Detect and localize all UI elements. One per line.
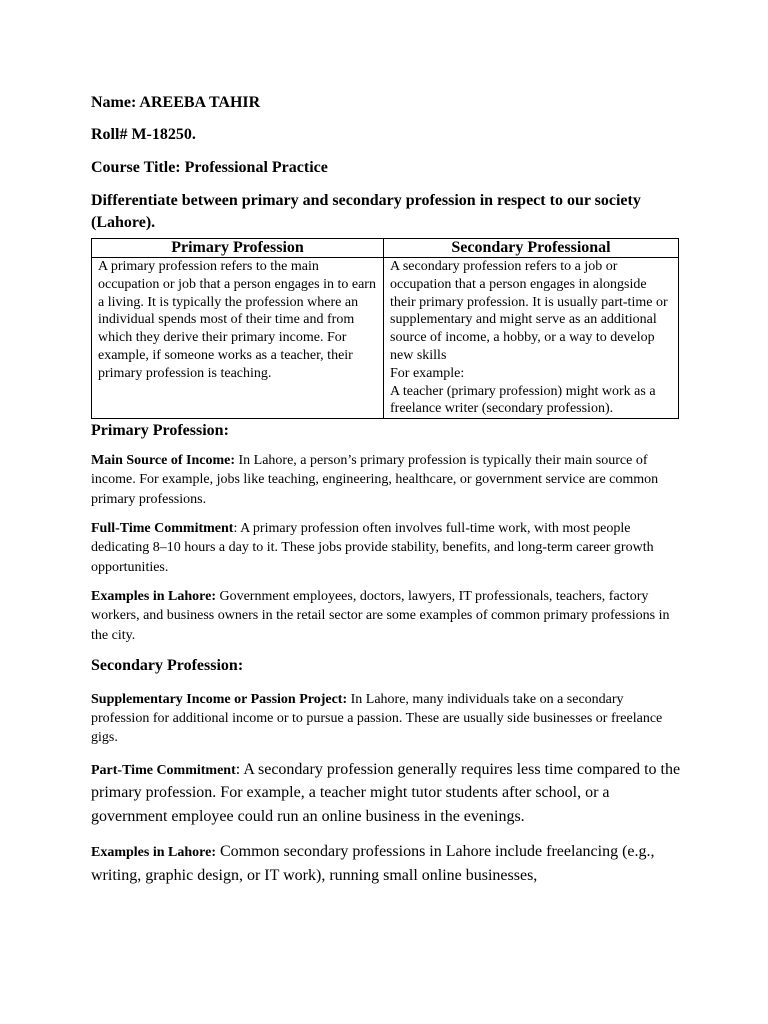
table-row xyxy=(92,258,679,419)
course-title: Course Title: Professional Practice xyxy=(91,159,328,176)
secondary-column-header: Secondary Professional xyxy=(384,239,679,258)
point-lead: Part-Time Commitment xyxy=(91,762,236,778)
point-lead: Main Source of Income: xyxy=(91,453,235,469)
secondary-point-income xyxy=(91,690,681,748)
primary-definition-text: A primary profession refers to the main occupation or job that a person engages in to earn a living. It is typically the profession where an individual spends most of their time and from which they derive their primary income. For example, if someone works as a teacher, their primary profession is teaching. xyxy=(98,259,376,381)
roll-number: Roll# M-18250. xyxy=(91,126,196,143)
primary-section-heading: Primary Profession: xyxy=(91,422,229,440)
primary-point-examples xyxy=(91,587,681,645)
comparison-table xyxy=(91,238,679,419)
secondary-section-heading: Secondary Profession: xyxy=(91,656,244,674)
point-lead: Full-Time Commitment xyxy=(91,521,234,537)
primary-definition-cell xyxy=(92,258,384,419)
point-text: Government employees, doctors, lawyers, IT professionals, teachers, factory workers, and business owners in the retail sector are some examples of common primary professions in the city. xyxy=(91,588,670,643)
primary-column-header: Primary Profession xyxy=(92,239,384,258)
point-text: : A primary profession often involves full-time work, with most people dedicating 8–10 hours a day to it. These jobs provide stability, benefits, and long-term career growth opportunities. xyxy=(91,521,654,575)
document-page xyxy=(91,92,681,888)
secondary-point-commitment xyxy=(91,759,681,830)
point-text: In Lahore, many individuals take on a secondary profession for additional income or to pursue a passion. These are usually side businesses or freelance gigs. xyxy=(91,691,663,746)
point-text: In Lahore, a person’s primary profession is typically their main source of income. For example, jobs like teaching, engineering, healthcare, or government service are common primary professions. xyxy=(91,453,659,507)
student-name: Name: AREEBA TAHIR xyxy=(91,94,261,111)
secondary-example-label: For example: xyxy=(390,365,465,381)
point-text: Common secondary professions in Lahore include freelancing (e.g., writing, graphic design, or IT work), running small online businesses, xyxy=(91,842,655,884)
secondary-point-examples xyxy=(91,841,681,888)
primary-point-commitment xyxy=(91,519,681,577)
point-lead: Supplementary Income or Passion Project: xyxy=(91,691,348,707)
secondary-example-text: A teacher (primary profession) might work as a freelance writer (secondary profession). xyxy=(390,383,656,417)
primary-point-income xyxy=(91,451,681,509)
point-text: : A secondary profession generally requires less time compared to the primary profession. For example, a teacher might tutor students after school, or a government employee could run an online business in the evenings. xyxy=(91,760,681,826)
secondary-definition-cell xyxy=(384,258,679,419)
table-header-row xyxy=(92,239,679,258)
point-lead: Examples in Lahore: xyxy=(91,588,216,604)
point-lead: Examples in Lahore: xyxy=(91,844,216,860)
secondary-definition-text: A secondary profession refers to a job or occupation that a person engages in alongside their primary profession. It is usually part-time or supplementary and might serve as an additional source of income, a hobby, or a way to develop new skills xyxy=(390,259,668,363)
assignment-question: Differentiate between primary and secondary profession in respect to our society (Lahore). xyxy=(91,192,641,231)
